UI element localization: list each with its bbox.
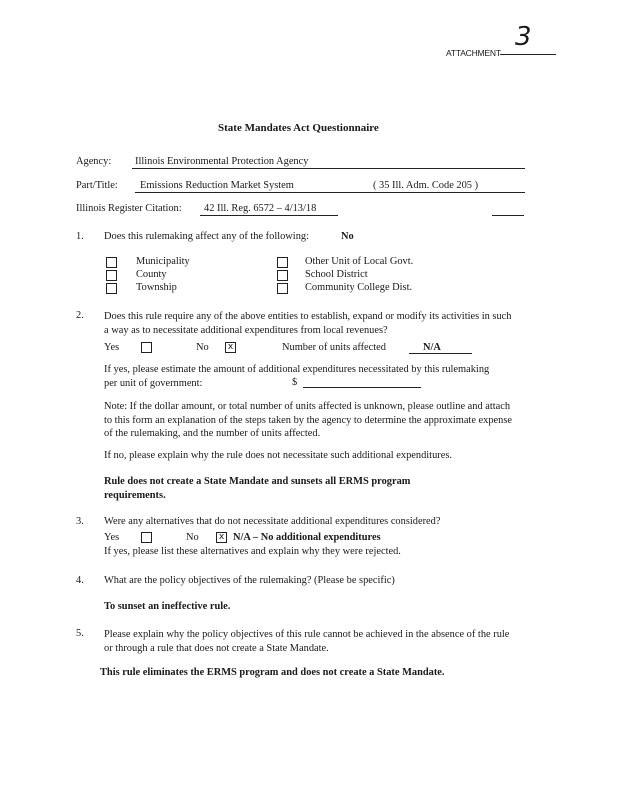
q3-yes-label: Yes — [104, 532, 120, 543]
q5-text: Please explain why the policy objectives of this rule cannot be achieved in the absence of the rule or through a rule that does not create a State Mandate. — [104, 629, 510, 654]
q3-followup: If yes, please list these alternatives and explain why they were rejected. — [104, 546, 401, 557]
attachment-number: 3 — [515, 22, 532, 52]
agency-underline — [132, 168, 525, 169]
part-title-underline — [135, 192, 525, 193]
units-affected-value: N/A — [423, 342, 441, 353]
agency-label: Agency: — [76, 156, 112, 167]
other-unit-checkbox[interactable] — [277, 257, 288, 268]
q2-estimate-text: If yes, please estimate the amount of additional expenditures necessitated by this rulemaking per unit of government: — [104, 364, 490, 389]
page-title: State Mandates Act Questionnaire — [218, 122, 379, 134]
q2-answer: Rule does not create a State Mandate and sunsets all ERMS program requirements. — [104, 476, 411, 501]
attachment-label: ATTACHMENT — [446, 48, 501, 58]
q3-yes-checkbox[interactable] — [141, 532, 152, 543]
register-underline — [200, 215, 338, 216]
q1-number: 1. — [76, 231, 84, 242]
q1-answer: No — [341, 231, 354, 242]
q2-yes-label: Yes — [104, 342, 120, 353]
county-label: County — [136, 269, 167, 280]
attachment-underline — [500, 54, 556, 55]
q1-text: Does this rulemaking affect any of the following: — [104, 231, 309, 242]
q3-na-checkbox[interactable]: x — [216, 532, 227, 543]
register-underline-end — [492, 215, 524, 216]
q3-text: Were any alternatives that do not necessitate additional expenditures considered? — [104, 516, 441, 527]
units-affected-underline — [409, 353, 472, 354]
q4-number: 4. — [76, 575, 84, 586]
township-label: Township — [136, 282, 177, 293]
part-title-code: ( 35 Ill. Adm. Code 205 ) — [373, 180, 479, 191]
municipality-label: Municipality — [136, 256, 190, 267]
register-value: 42 Ill. Reg. 6572 – 4/13/18 — [204, 203, 317, 214]
part-title-value: Emissions Reduction Market System — [140, 180, 294, 191]
community-college-checkbox[interactable] — [277, 283, 288, 294]
school-district-label: School District — [305, 269, 368, 280]
q2-no-checkbox[interactable]: x — [225, 342, 236, 353]
q3-no-label: No — [186, 532, 199, 543]
q2-yes-checkbox[interactable] — [141, 342, 152, 353]
dollar-sign: $ — [292, 377, 298, 388]
municipality-checkbox[interactable] — [106, 257, 117, 268]
q5-number: 5. — [76, 628, 84, 639]
q2-ifno: If no, please explain why the rule does not necessitate such additional expenditures. — [104, 450, 452, 461]
q5-answer: This rule eliminates the ERMS program and does not create a State Mandate. — [100, 667, 445, 678]
dollar-underline — [303, 387, 421, 388]
other-unit-label: Other Unit of Local Govt. — [305, 256, 414, 267]
q4-answer: To sunset an ineffective rule. — [104, 601, 231, 612]
agency-value: Illinois Environmental Protection Agency — [135, 156, 309, 167]
school-district-checkbox[interactable] — [277, 270, 288, 281]
register-label: Illinois Register Citation: — [76, 203, 182, 214]
township-checkbox[interactable] — [106, 283, 117, 294]
units-affected-label: Number of units affected — [282, 342, 386, 353]
q4-text: What are the policy objectives of the rulemaking? (Please be specific) — [104, 575, 395, 586]
q2-no-label: No — [196, 342, 209, 353]
part-title-label: Part/Title: — [76, 180, 118, 191]
q2-number: 2. — [76, 310, 84, 321]
q2-note: Note: If the dollar amount, or total number of units affected is unknown, please outline and attach to this form an explanation of the steps taken by the agency to determine the approximate expense of the rulemaking, and the number of units affected. — [104, 401, 512, 439]
q3-number: 3. — [76, 516, 84, 527]
q3-na-label: N/A – No additional expenditures — [233, 532, 381, 543]
q2-text: Does this rule require any of the above entities to establish, expand or modify its activities in such a way as to necessitate additional expenditures from local revenues? — [104, 311, 512, 336]
community-college-label: Community College Dist. — [305, 282, 413, 293]
county-checkbox[interactable] — [106, 270, 117, 281]
